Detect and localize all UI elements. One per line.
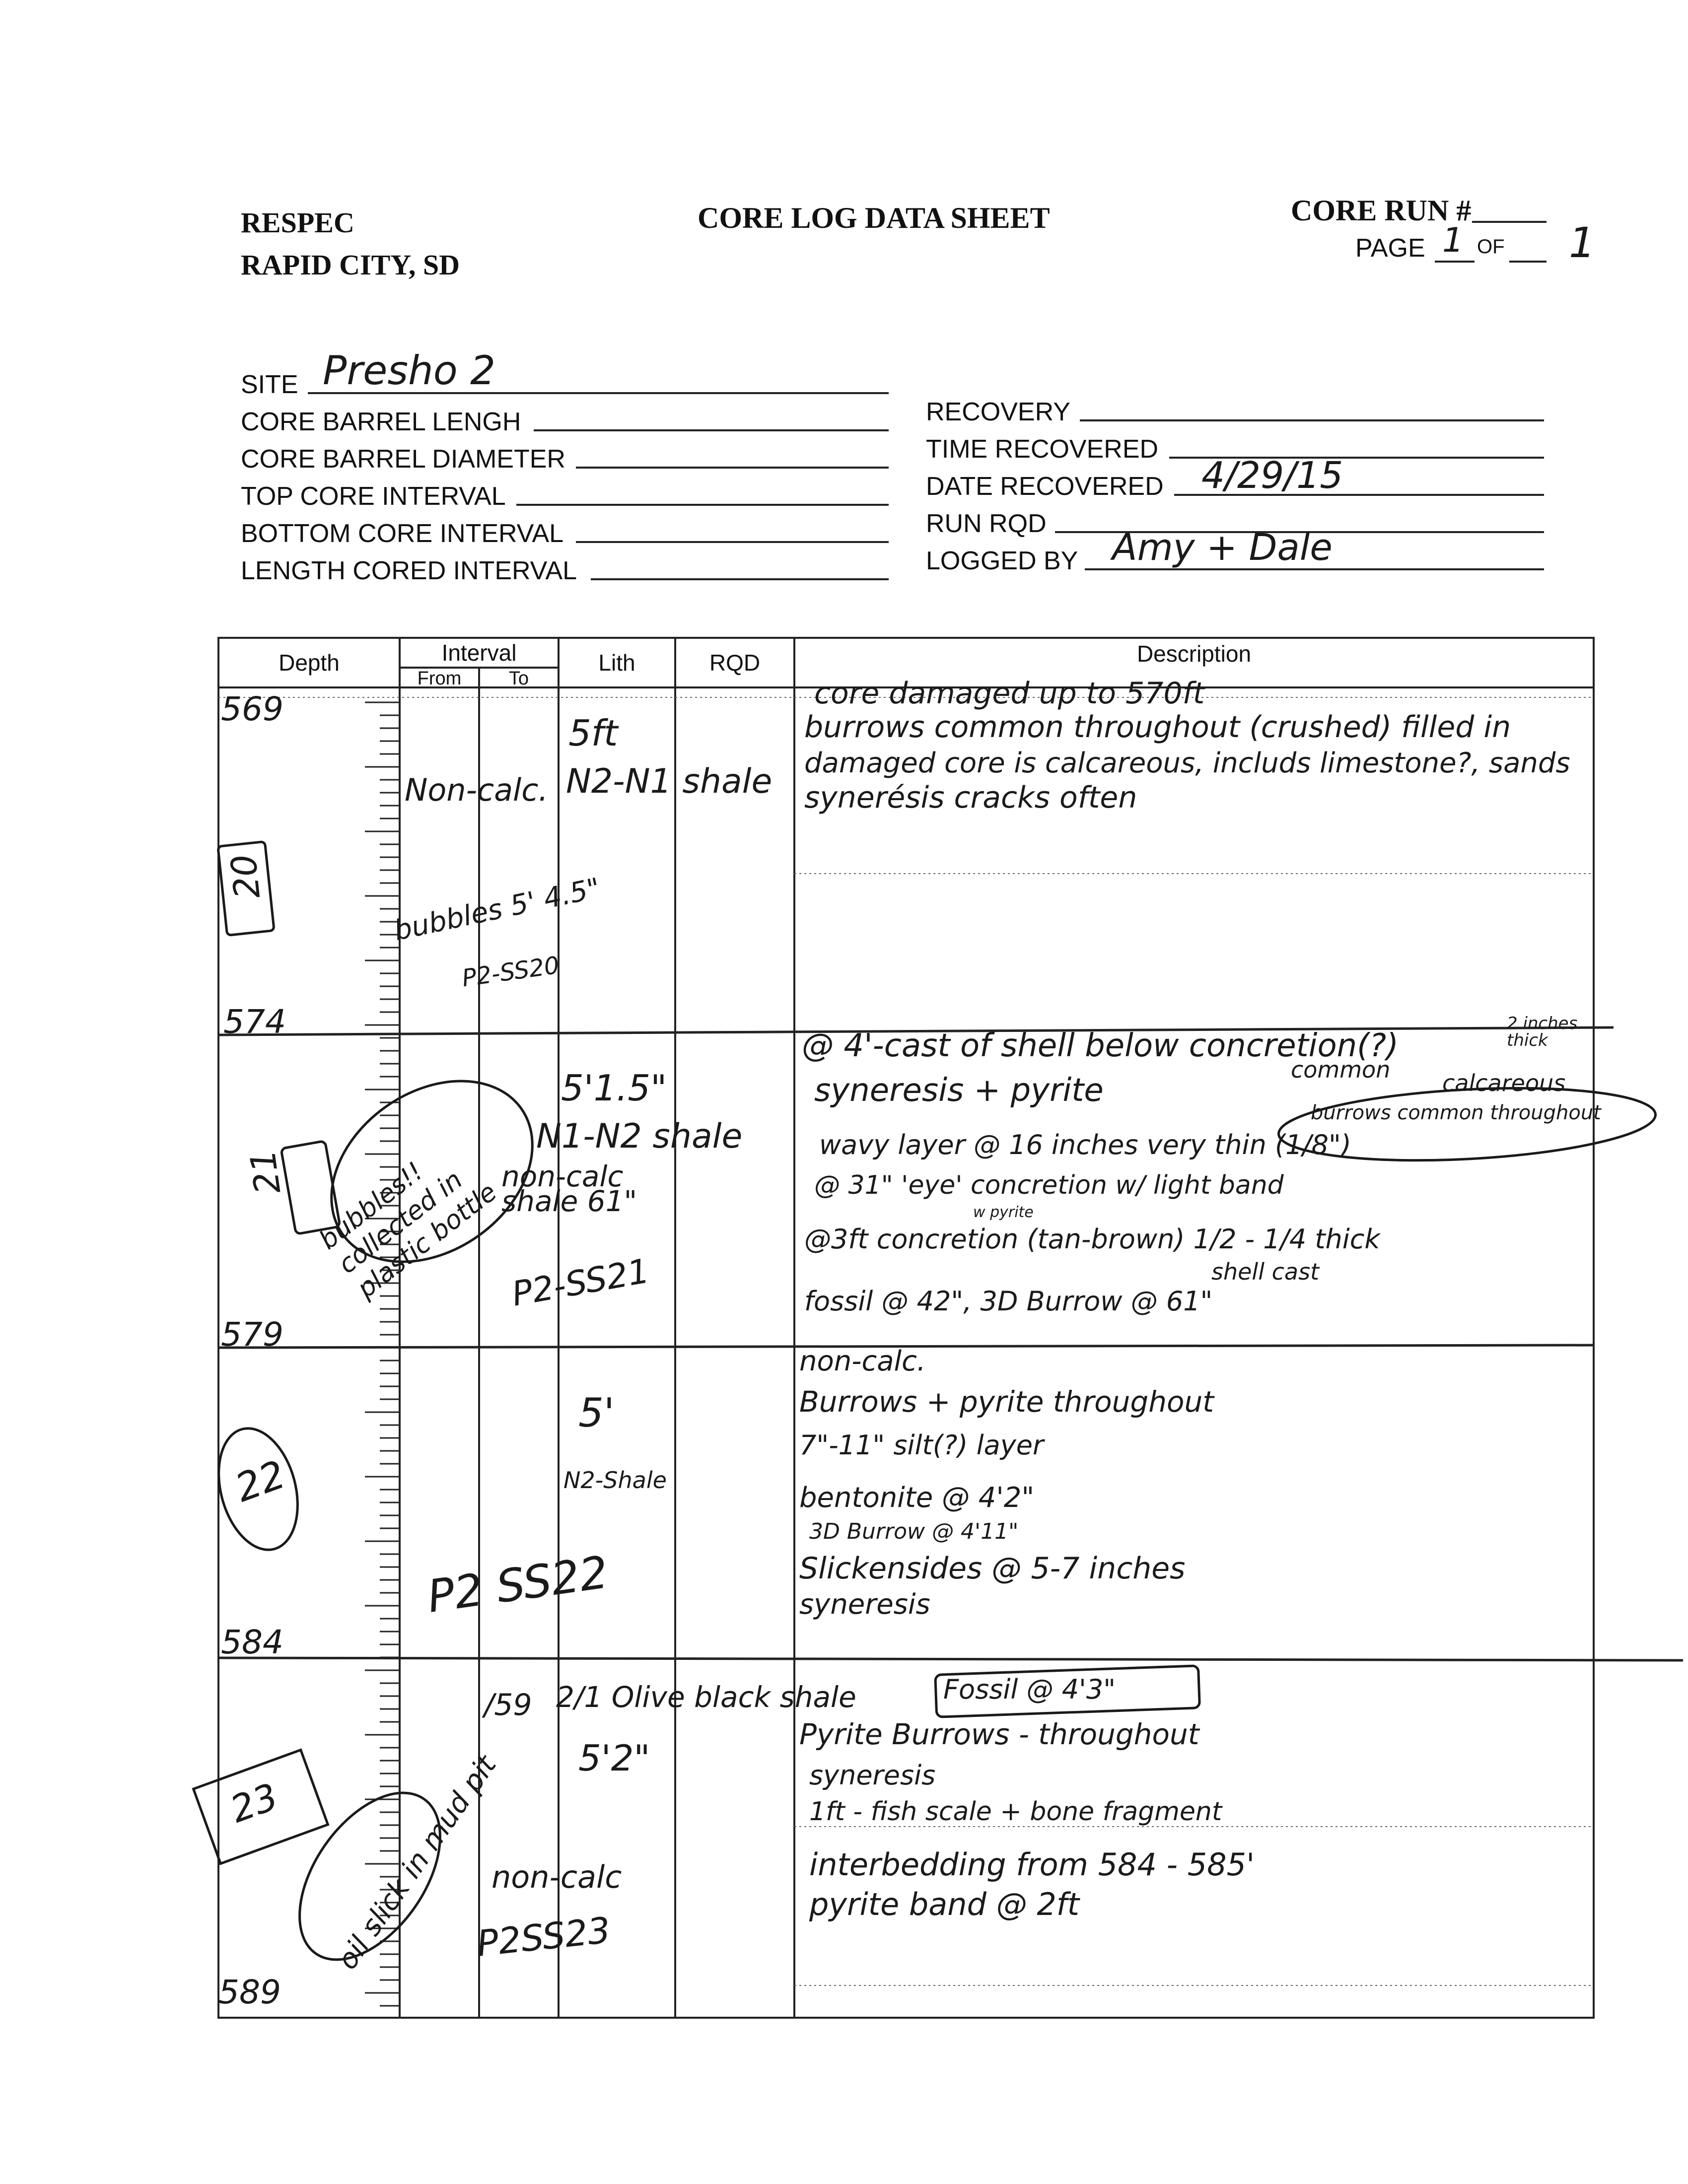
org-name: RESPEC bbox=[241, 206, 354, 239]
depth-label: 574 bbox=[223, 1003, 286, 1041]
header-rqd: RQD bbox=[709, 650, 761, 676]
description-line: damaged core is calcareous, includs limestone?, sands bbox=[804, 747, 1570, 779]
description-line: Burrows + pyrite throughout bbox=[799, 1385, 1214, 1419]
core-run-label: CORE RUN # bbox=[1291, 194, 1472, 227]
description-line: Pyrite Burrows - throughout bbox=[799, 1717, 1199, 1751]
org-location: RAPID CITY, SD bbox=[241, 249, 460, 281]
core-barrel-diameter-label: CORE BARREL DIAMETER bbox=[241, 445, 565, 474]
description-line: @ 31" 'eye' concretion w/ light band bbox=[814, 1170, 1284, 1200]
description-line: wavy layer @ 16 inches very thin (1/8") bbox=[819, 1129, 1351, 1160]
sample-note: bubbles 5' 4.5" bbox=[391, 872, 603, 948]
sample-id: P2-SS20 bbox=[460, 951, 562, 993]
header-interval: Interval bbox=[441, 640, 517, 666]
description-line: syneresis bbox=[809, 1760, 936, 1791]
lith-note: non-calc bbox=[492, 1859, 622, 1895]
description-note: 2 inches thick bbox=[1507, 1014, 1578, 1050]
description-line: syneresis + pyrite bbox=[814, 1072, 1104, 1109]
description-line: pyrite band @ 2ft bbox=[809, 1886, 1079, 1922]
site-label: SITE bbox=[241, 370, 298, 399]
lith-type: N2-N1 shale bbox=[566, 762, 773, 801]
description-line: burrows common throughout (crushed) filled in bbox=[804, 710, 1511, 745]
run-number: 22 bbox=[229, 1452, 291, 1511]
interval-note: Non-calc. bbox=[405, 772, 549, 808]
length-cored-interval-label: LENGTH CORED INTERVAL bbox=[241, 556, 577, 585]
interval-note: oil slick in mud pit bbox=[331, 1750, 503, 1976]
depth-label: 579 bbox=[221, 1315, 283, 1354]
page-label: PAGE bbox=[1355, 234, 1425, 263]
core-barrel-length-label: CORE BARREL LENGH bbox=[241, 408, 521, 436]
lith-length: 5'2" bbox=[578, 1737, 650, 1779]
sample-id: P2 SS22 bbox=[424, 1546, 612, 1623]
date-recovered-label: DATE RECOVERED bbox=[926, 472, 1164, 501]
description-line: non-calc. bbox=[799, 1345, 926, 1377]
description-line: interbedding from 584 - 585' bbox=[809, 1846, 1255, 1883]
site-value: Presho 2 bbox=[323, 347, 496, 394]
description-line: fossil @ 42", 3D Burrow @ 61" bbox=[804, 1286, 1213, 1317]
time-recovered-label: TIME RECOVERED bbox=[926, 435, 1159, 464]
lith-note: non-calc shale 61" bbox=[501, 1160, 637, 1218]
description-line: @3ft concretion (tan-brown) 1/2 - 1/4 thick bbox=[804, 1224, 1380, 1255]
description-line: @ 4'-cast of shell below concretion(?) bbox=[802, 1027, 1399, 1064]
depth-label: 584 bbox=[221, 1623, 283, 1661]
description-note: calcareous bbox=[1442, 1070, 1566, 1096]
description-line: bentonite @ 4'2" bbox=[799, 1482, 1035, 1514]
run-number: 23 bbox=[225, 1775, 284, 1832]
description-line: 7"-11" silt(?) layer bbox=[799, 1430, 1044, 1461]
depth-label: 569 bbox=[221, 690, 283, 728]
lith-type: 2/1 Olive black shale bbox=[556, 1680, 856, 1714]
page-total: 1 bbox=[1569, 218, 1596, 267]
top-core-interval-label: TOP CORE INTERVAL bbox=[241, 482, 506, 511]
bottom-core-interval-label: BOTTOM CORE INTERVAL bbox=[241, 519, 564, 548]
lith-length: 5' bbox=[578, 1390, 615, 1436]
description-note: w pyrite bbox=[973, 1204, 1034, 1221]
recovery-label: RECOVERY bbox=[926, 398, 1070, 426]
header-to: To bbox=[508, 668, 529, 689]
interval-note: bubbles!! collected in plastic bottle bbox=[314, 1156, 503, 1304]
description-note: shell cast bbox=[1211, 1258, 1320, 1285]
page-number: 1 bbox=[1442, 221, 1464, 260]
header-description: Description bbox=[1136, 641, 1252, 667]
description-note: burrows common throughout bbox=[1311, 1101, 1601, 1124]
lith-type: N2-Shale bbox=[563, 1467, 667, 1494]
lith-type: N1-N2 shale bbox=[536, 1117, 743, 1156]
header-from: From bbox=[417, 668, 462, 689]
depth-label: 589 bbox=[218, 1973, 281, 2011]
logged-by-value: Amy + Dale bbox=[1112, 526, 1333, 569]
interval-mark: /59 bbox=[484, 1688, 532, 1722]
description-line: synerésis cracks often bbox=[804, 780, 1137, 815]
sample-id: P2SS23 bbox=[475, 1909, 613, 1965]
header-depth: Depth bbox=[279, 650, 340, 676]
description-line: 1ft - fish scale + bone fragment bbox=[809, 1797, 1222, 1827]
page-title: CORE LOG DATA SHEET bbox=[698, 202, 1050, 234]
run-number: 21 bbox=[242, 1147, 289, 1197]
run-number: 20 bbox=[223, 852, 268, 901]
description-note: common bbox=[1291, 1056, 1391, 1083]
description-line: Slickensides @ 5-7 inches bbox=[799, 1551, 1186, 1586]
description-line: 3D Burrow @ 4'11" bbox=[809, 1519, 1019, 1544]
sample-id: P2-SS21 bbox=[509, 1251, 652, 1314]
description-line: syneresis bbox=[799, 1588, 930, 1621]
date-recovered-value: 4/29/15 bbox=[1201, 454, 1343, 497]
lith-length: 5ft bbox=[568, 712, 618, 754]
description-line: core damaged up to 570ft bbox=[814, 676, 1205, 711]
header-lith: Lith bbox=[598, 650, 635, 676]
logged-by-label: LOGGED BY bbox=[926, 546, 1078, 575]
lith-length: 5'1.5" bbox=[561, 1067, 667, 1109]
of-label: OF bbox=[1477, 236, 1505, 258]
description-line: Fossil @ 4'3" bbox=[943, 1674, 1116, 1705]
run-rqd-label: RUN RQD bbox=[926, 509, 1047, 538]
